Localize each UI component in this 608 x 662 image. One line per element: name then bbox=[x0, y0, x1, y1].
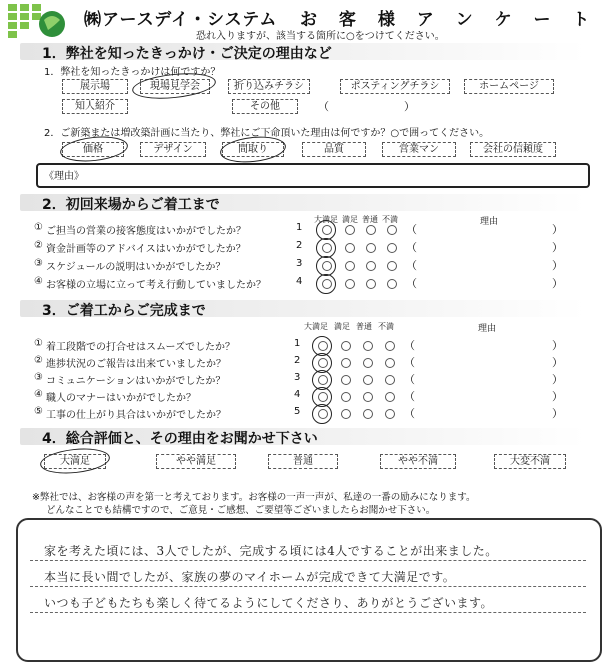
reason-paren-open: （ bbox=[404, 356, 415, 369]
overall-yaya-fuman[interactable]: やや不満 bbox=[380, 454, 456, 469]
option-orikomi-chirashi[interactable]: 折り込みチラシ bbox=[228, 79, 310, 94]
option-eigyoman[interactable]: 営業マン bbox=[382, 142, 456, 157]
overall-yaya-manzoku[interactable]: やや満足 bbox=[156, 454, 236, 469]
col-header-futsu: 普通 bbox=[362, 215, 378, 224]
rating-futsu[interactable] bbox=[363, 409, 373, 419]
footer-note-line-1: ※弊社では、お客様の声を第一と考えております。お客様の一声一声が、私達の一番の励みになります。 bbox=[32, 492, 476, 503]
rating-manzoku[interactable] bbox=[341, 341, 351, 351]
question-number: ③ bbox=[34, 372, 43, 383]
rating-fuman[interactable] bbox=[387, 225, 397, 235]
question-number: ① bbox=[34, 338, 43, 349]
rating-futsu[interactable] bbox=[363, 375, 373, 385]
question-text: 職人のマナーはいかがでしたか？ bbox=[46, 393, 196, 404]
rating-futsu[interactable] bbox=[366, 225, 376, 235]
reason-paren-open: （ bbox=[406, 241, 417, 254]
rating-fuman[interactable] bbox=[385, 358, 395, 368]
rating-manzoku[interactable] bbox=[345, 261, 355, 271]
row-number: 4 bbox=[294, 389, 301, 400]
reason-paren-open: （ bbox=[404, 339, 415, 352]
section-1-heading: 1．弊社を知ったきっかけ・ご決定の理由など bbox=[42, 46, 332, 62]
question-number: ④ bbox=[34, 276, 43, 287]
rating-fuman[interactable] bbox=[385, 341, 395, 351]
row-number: 1 bbox=[296, 222, 303, 233]
col-header-fuman: 不満 bbox=[382, 215, 398, 224]
page-subtitle: 恐れ入りますが、該当する箇所に○をつけてください。 bbox=[196, 31, 445, 42]
rating-manzoku[interactable] bbox=[345, 225, 355, 235]
section-3-heading: 3．ご着工からご完成まで bbox=[42, 303, 206, 319]
reason-paren-open: （ bbox=[406, 259, 417, 272]
option-madori[interactable]: 間取り bbox=[222, 142, 284, 157]
section-4-heading: 4．総合評価と、その理由をお聞かせ下さい bbox=[42, 431, 318, 447]
col-header-futsu: 普通 bbox=[356, 322, 372, 331]
reason-paren-open: （ bbox=[404, 373, 415, 386]
company-logo-icon bbox=[8, 4, 68, 38]
footer-note-line-2: どんなことでも結構ですので、ご意見・ご感想、ご要望等ございましたらお聞かせ下さい。 bbox=[46, 505, 436, 516]
question-text: 資金計画等のアドバイスはいかがでしたか？ bbox=[46, 244, 246, 255]
comment-line-1: 家を考えた頃には、3人でしたが、完成する頃には4人ですることが出来ました。 bbox=[44, 544, 498, 558]
option-design[interactable]: デザイン bbox=[140, 142, 206, 157]
rating-futsu[interactable] bbox=[363, 392, 373, 402]
reason-paren-close: ） bbox=[552, 390, 563, 403]
option-genba-kengakukai[interactable]: 現場見学会 bbox=[140, 79, 210, 94]
rating-futsu[interactable] bbox=[366, 279, 376, 289]
reason-paren-close: ） bbox=[552, 339, 563, 352]
rating-futsu[interactable] bbox=[366, 243, 376, 253]
rating-fuman[interactable] bbox=[387, 243, 397, 253]
option-tenjijo[interactable]: 展示場 bbox=[62, 79, 128, 94]
question-number: ② bbox=[34, 240, 43, 251]
reason-paren-close: ） bbox=[552, 356, 563, 369]
selection-circle bbox=[316, 256, 336, 276]
rating-fuman[interactable] bbox=[387, 261, 397, 271]
selection-circle bbox=[316, 220, 336, 240]
question-number: ② bbox=[34, 355, 43, 366]
option-hinshitsu[interactable]: 品質 bbox=[302, 142, 366, 157]
question-1-1: 1．弊社を知ったきっかけは何ですか？ bbox=[44, 67, 221, 78]
question-text: 進捗状況のご報告は出来ていましたか？ bbox=[46, 359, 226, 370]
row-number: 2 bbox=[294, 355, 301, 366]
question-number: ⑤ bbox=[34, 406, 43, 417]
reason-label: 《理由》 bbox=[44, 171, 84, 182]
other-paren-close: ） bbox=[404, 100, 415, 113]
reason-paren-close: ） bbox=[552, 241, 563, 254]
rating-fuman[interactable] bbox=[385, 375, 395, 385]
option-posting-chirashi[interactable]: ポスティングチラシ bbox=[340, 79, 450, 94]
reason-paren-close: ） bbox=[552, 277, 563, 290]
row-number: 4 bbox=[296, 276, 303, 287]
option-kaisha-shinraido[interactable]: 会社の信頼度 bbox=[470, 142, 556, 157]
page-title: お 客 様 ア ン ケ ー ト bbox=[300, 10, 598, 30]
rating-manzoku[interactable] bbox=[341, 358, 351, 368]
question-text: スケジュールの説明はいかがでしたか？ bbox=[46, 262, 226, 273]
company-name: ㈱アースデイ・システム bbox=[84, 10, 278, 30]
reason-paren-close: ） bbox=[552, 223, 563, 236]
option-homepage[interactable]: ホームページ bbox=[464, 79, 554, 94]
question-text: コミュニケーションはいかがでしたか？ bbox=[46, 376, 226, 387]
comment-line-3: いつも子どもたちも楽しく待てるようにしてくださり、ありがとうございます。 bbox=[44, 596, 494, 610]
col-header-daimanzoku: 大満足 bbox=[304, 322, 328, 331]
rating-fuman[interactable] bbox=[385, 409, 395, 419]
selection-circle bbox=[316, 238, 336, 258]
question-number: ④ bbox=[34, 389, 43, 400]
col-header-riyu: 理由 bbox=[478, 324, 497, 334]
comment-box[interactable] bbox=[16, 518, 602, 662]
col-header-manzoku: 満足 bbox=[342, 215, 358, 224]
rating-fuman[interactable] bbox=[387, 279, 397, 289]
question-number: ① bbox=[34, 222, 43, 233]
row-number: 2 bbox=[296, 240, 303, 251]
comment-line bbox=[30, 612, 586, 613]
reason-box[interactable] bbox=[36, 163, 590, 188]
option-kakaku[interactable]: 価格 bbox=[62, 142, 124, 157]
question-text: お客様の立場に立って考え行動していましたか？ bbox=[46, 280, 266, 291]
question-number: ③ bbox=[34, 258, 43, 269]
question-text: ご担当の営業の接客態度はいかがでしたか？ bbox=[46, 226, 246, 237]
col-header-manzoku: 満足 bbox=[334, 322, 350, 331]
comment-line bbox=[30, 586, 586, 587]
rating-manzoku[interactable] bbox=[341, 392, 351, 402]
rating-futsu[interactable] bbox=[363, 341, 373, 351]
rating-fuman[interactable] bbox=[385, 392, 395, 402]
selection-circle bbox=[316, 274, 336, 294]
reason-paren-open: （ bbox=[406, 277, 417, 290]
rating-futsu[interactable] bbox=[363, 358, 373, 368]
reason-paren-close: ） bbox=[552, 373, 563, 386]
option-sonota[interactable]: その他 bbox=[232, 99, 298, 114]
reason-paren-close: ） bbox=[552, 259, 563, 272]
question-text: 着工段階での打合せはスムーズでしたか？ bbox=[46, 342, 235, 353]
overall-futsu[interactable]: 普通 bbox=[268, 454, 338, 469]
selection-circle bbox=[312, 404, 332, 424]
col-header-riyu: 理由 bbox=[480, 217, 499, 227]
reason-paren-open: （ bbox=[404, 390, 415, 403]
overall-daimanzoku[interactable]: 大満足 bbox=[44, 454, 106, 469]
section-2-heading: 2．初回来場からご着工まで bbox=[42, 197, 220, 213]
comment-line bbox=[30, 560, 586, 561]
rating-manzoku[interactable] bbox=[341, 409, 351, 419]
row-number: 3 bbox=[296, 258, 303, 269]
reason-paren-open: （ bbox=[404, 407, 415, 420]
question-1-2: 2．ご新築または増改築計画に当たり、弊社にご下命頂いた理由は何ですか？○で囲ってください。 bbox=[44, 128, 490, 139]
row-number: 3 bbox=[294, 372, 301, 383]
other-paren-open: （ bbox=[318, 100, 329, 113]
row-number: 1 bbox=[294, 338, 301, 349]
comment-line-2: 本当に長い間でしたが、家族の夢のマイホームが完成できて大満足です。 bbox=[44, 570, 456, 584]
rating-manzoku[interactable] bbox=[345, 243, 355, 253]
rating-manzoku[interactable] bbox=[341, 375, 351, 385]
overall-taihen-fuman[interactable]: 大変不満 bbox=[494, 454, 566, 469]
rating-futsu[interactable] bbox=[366, 261, 376, 271]
rating-manzoku[interactable] bbox=[345, 279, 355, 289]
selection-circle bbox=[39, 445, 111, 476]
col-header-fuman: 不満 bbox=[378, 322, 394, 331]
question-text: 工事の仕上がり具合はいかがでしたか？ bbox=[46, 410, 226, 421]
reason-paren-close: ） bbox=[552, 407, 563, 420]
row-number: 5 bbox=[294, 406, 301, 417]
col-header-daimanzoku: 大満足 bbox=[314, 215, 338, 224]
reason-paren-open: （ bbox=[406, 223, 417, 236]
option-chijin-shokai[interactable]: 知人紹介 bbox=[62, 99, 128, 114]
